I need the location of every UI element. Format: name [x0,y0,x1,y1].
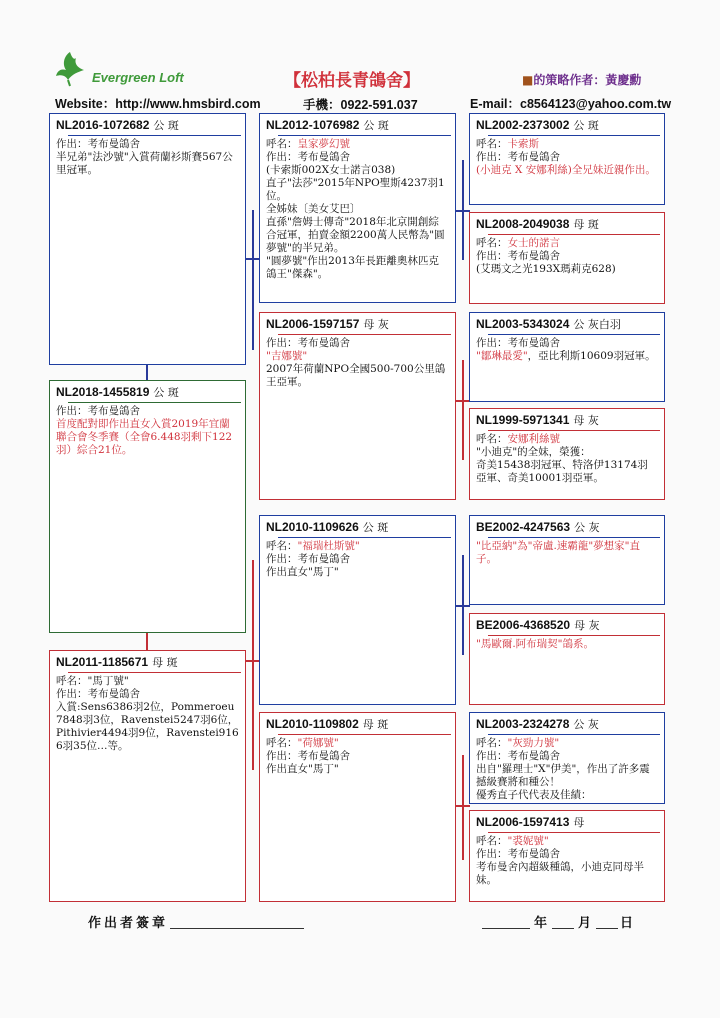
connector [252,210,254,350]
call-name: 呼名："荷娜號" [266,737,339,749]
note: (卡索斯002X女士諾言038) [266,164,396,176]
brand-name: Evergreen Loft [92,70,184,85]
note: 直孫"詹姆士傳奇"2018年北京開創綜合冠軍，拍賣金額2200萬人民幣為"圓夢號"的半兄弟。 [266,216,445,254]
breeder-line: 作出：考布曼鴿舍 [476,848,560,860]
subject-box [49,380,246,633]
ring-number: NL1999-5971341 母 灰 [476,413,599,427]
note: "小迪克"的全妹，榮獲： [476,446,591,458]
connector [462,160,464,260]
dsd-box [469,613,665,705]
call-name: 呼名："馬丁號" [56,675,129,687]
breeder-line: 作出：考布曼鴿舍 [266,337,350,349]
note: 直子"法莎"2015年NPO聖斯4237羽1位。 [266,177,445,202]
call-name: 呼名：卡索斯 [476,138,539,150]
month-field[interactable] [552,928,574,929]
breeder-line: 作出：考布曼鴿舍 [266,750,350,762]
note: "鄒琳最愛"，亞比利斯10609羽冠軍。 [476,350,656,362]
connector [146,632,148,650]
call-name: 呼名："灰勁力號" [476,737,560,749]
note: 作出直女"馬丁" [266,763,339,775]
cap-icon: ■ [522,73,534,87]
note: 全姊妹〔美女艾巴〕 [266,203,361,215]
note: "馬歐爾.阿布瑞契"鴿系。 [476,638,594,650]
sss-box [469,113,665,205]
breeder-line: 作出：考布曼鴿舍 [266,553,350,565]
page-title: 【松柏長青鴿舍】 [284,71,420,91]
call-name: 呼名：安娜利絲號 [476,433,560,445]
call-name: "吉娜號" [266,350,308,362]
breeder-line: 作出：考布曼鴿舍 [476,250,560,262]
note: 奇美15438羽冠軍、特洛伊13174羽亞軍、奇美10001羽亞軍。 [476,459,648,484]
sire-box [49,113,246,365]
note: 優秀直子代代表及佳績： [476,789,592,801]
sdd-box [469,408,665,500]
breeder-line: 作出：考布曼鴿舍 [476,337,560,349]
ring-number: NL2011-1185671 母 斑 [56,655,178,669]
call-name: 呼名："福瑞杜斯號" [266,540,360,552]
signature-field[interactable] [170,928,304,929]
phone: 手機：0922-591.037 [303,98,418,112]
ring-number: NL2012-1076982 公 斑 [266,118,389,132]
connector [462,555,464,655]
ring-number: NL2003-2324278 公 灰 [476,717,599,731]
ring-number: BE2002-4247563 公 灰 [476,520,600,534]
logo [54,48,88,88]
note: "圓夢號"作出2013年長距離奧林匹克鴿王"傑森"。 [266,255,439,280]
ddd-box [469,810,665,902]
ring-number: BE2006-4368520 母 灰 [476,618,600,632]
note: (艾瑪文之光193X瑪莉克628) [476,263,616,275]
note: 作出直女"馬丁" [266,566,339,578]
sire-sire-box [259,113,456,303]
ring-number: NL2018-1455819 公 斑 [56,385,179,399]
call-name: 呼名："裘妮號" [476,835,549,847]
breeder-line: 作出：考布曼鴿舍 [266,151,350,163]
note: 入賞:Sens6386羽2位，Pommeroeu7848羽3位，Ravenstei5247羽6位，Pithivier4494羽9位，Ravenstei9166羽35位…等。 [56,701,239,752]
dss-box [469,515,665,605]
breeder-line: 作出：考布曼鴿舍 [476,750,560,762]
website: Website：http://www.hmsbird.com [55,97,261,111]
ring-number: NL2010-1109802 母 斑 [266,717,389,731]
email: E-mail：c8564123@yahoo.com.tw [470,97,672,111]
breeder-line: 作出：考布曼鴿舍 [56,405,140,417]
call-name: 呼名：女士的諾言 [476,237,560,249]
dds-box [469,712,665,804]
ring-number: NL2008-2049038 母 斑 [476,217,599,231]
breeder-line: 作出：考布曼鴿舍 [476,151,560,163]
call-name: 呼名：皇家夢幻號 [266,138,350,150]
dove-leaf-icon [54,48,88,88]
strategist-line: ■的策略作者：黃慶勳 [522,73,642,87]
dam-sire-box [259,515,456,705]
connector [146,364,148,380]
ring-number: NL2002-2373002 公 斑 [476,118,599,132]
note: "比亞納"為"帝盧.速霸龍"夢想家"直子。 [476,540,640,565]
ring-number: NL2016-1072682 公 斑 [56,118,179,132]
breeder-line: 作出：考布曼鴿舍 [56,138,140,150]
day-label: 日 [620,916,634,931]
year-field[interactable] [482,928,530,929]
note: 半兄弟"法沙號"入賞荷蘭衫斯賽567公里冠軍。 [56,151,233,176]
sire-dam-box [259,312,456,500]
day-field[interactable] [596,928,618,929]
ring-number: NL2003-5343024 公 灰白羽 [476,317,621,331]
connector [252,560,254,770]
ring-number: NL2010-1109626 公 斑 [266,520,389,534]
dam-dam-box [259,712,456,902]
sds-box [469,312,665,402]
year-label: 年 [534,916,548,931]
breeder-line: 作出：考布曼鴿舍 [56,688,140,700]
month-label: 月 [578,916,592,931]
note: 2007年荷蘭NPO全國500-700公里鴿王亞軍。 [266,363,446,388]
ring-number: NL2006-1597413 母 [476,815,585,829]
connector [462,755,464,860]
connector [462,360,464,460]
note: 出自"羅理士"X"伊美"，作出了許多震撼級賽將和種公！ [476,763,650,788]
ring-number: NL2006-1597157 母 灰 [266,317,389,331]
note: 考布曼舍內超級種鴿，小迪克同母半妹。 [476,861,644,886]
note: 首度配對即作出直女入賞2019年宜蘭聯合會冬季賽（全會6.448羽剩下122羽）綜合21位。 [56,418,233,456]
ssd-box [469,212,665,304]
signature-label: 作出者簽章 [88,916,169,931]
note: (小迪克 X 安娜利絲)全兄妹近親作出。 [476,164,656,176]
dam-box [49,650,246,902]
